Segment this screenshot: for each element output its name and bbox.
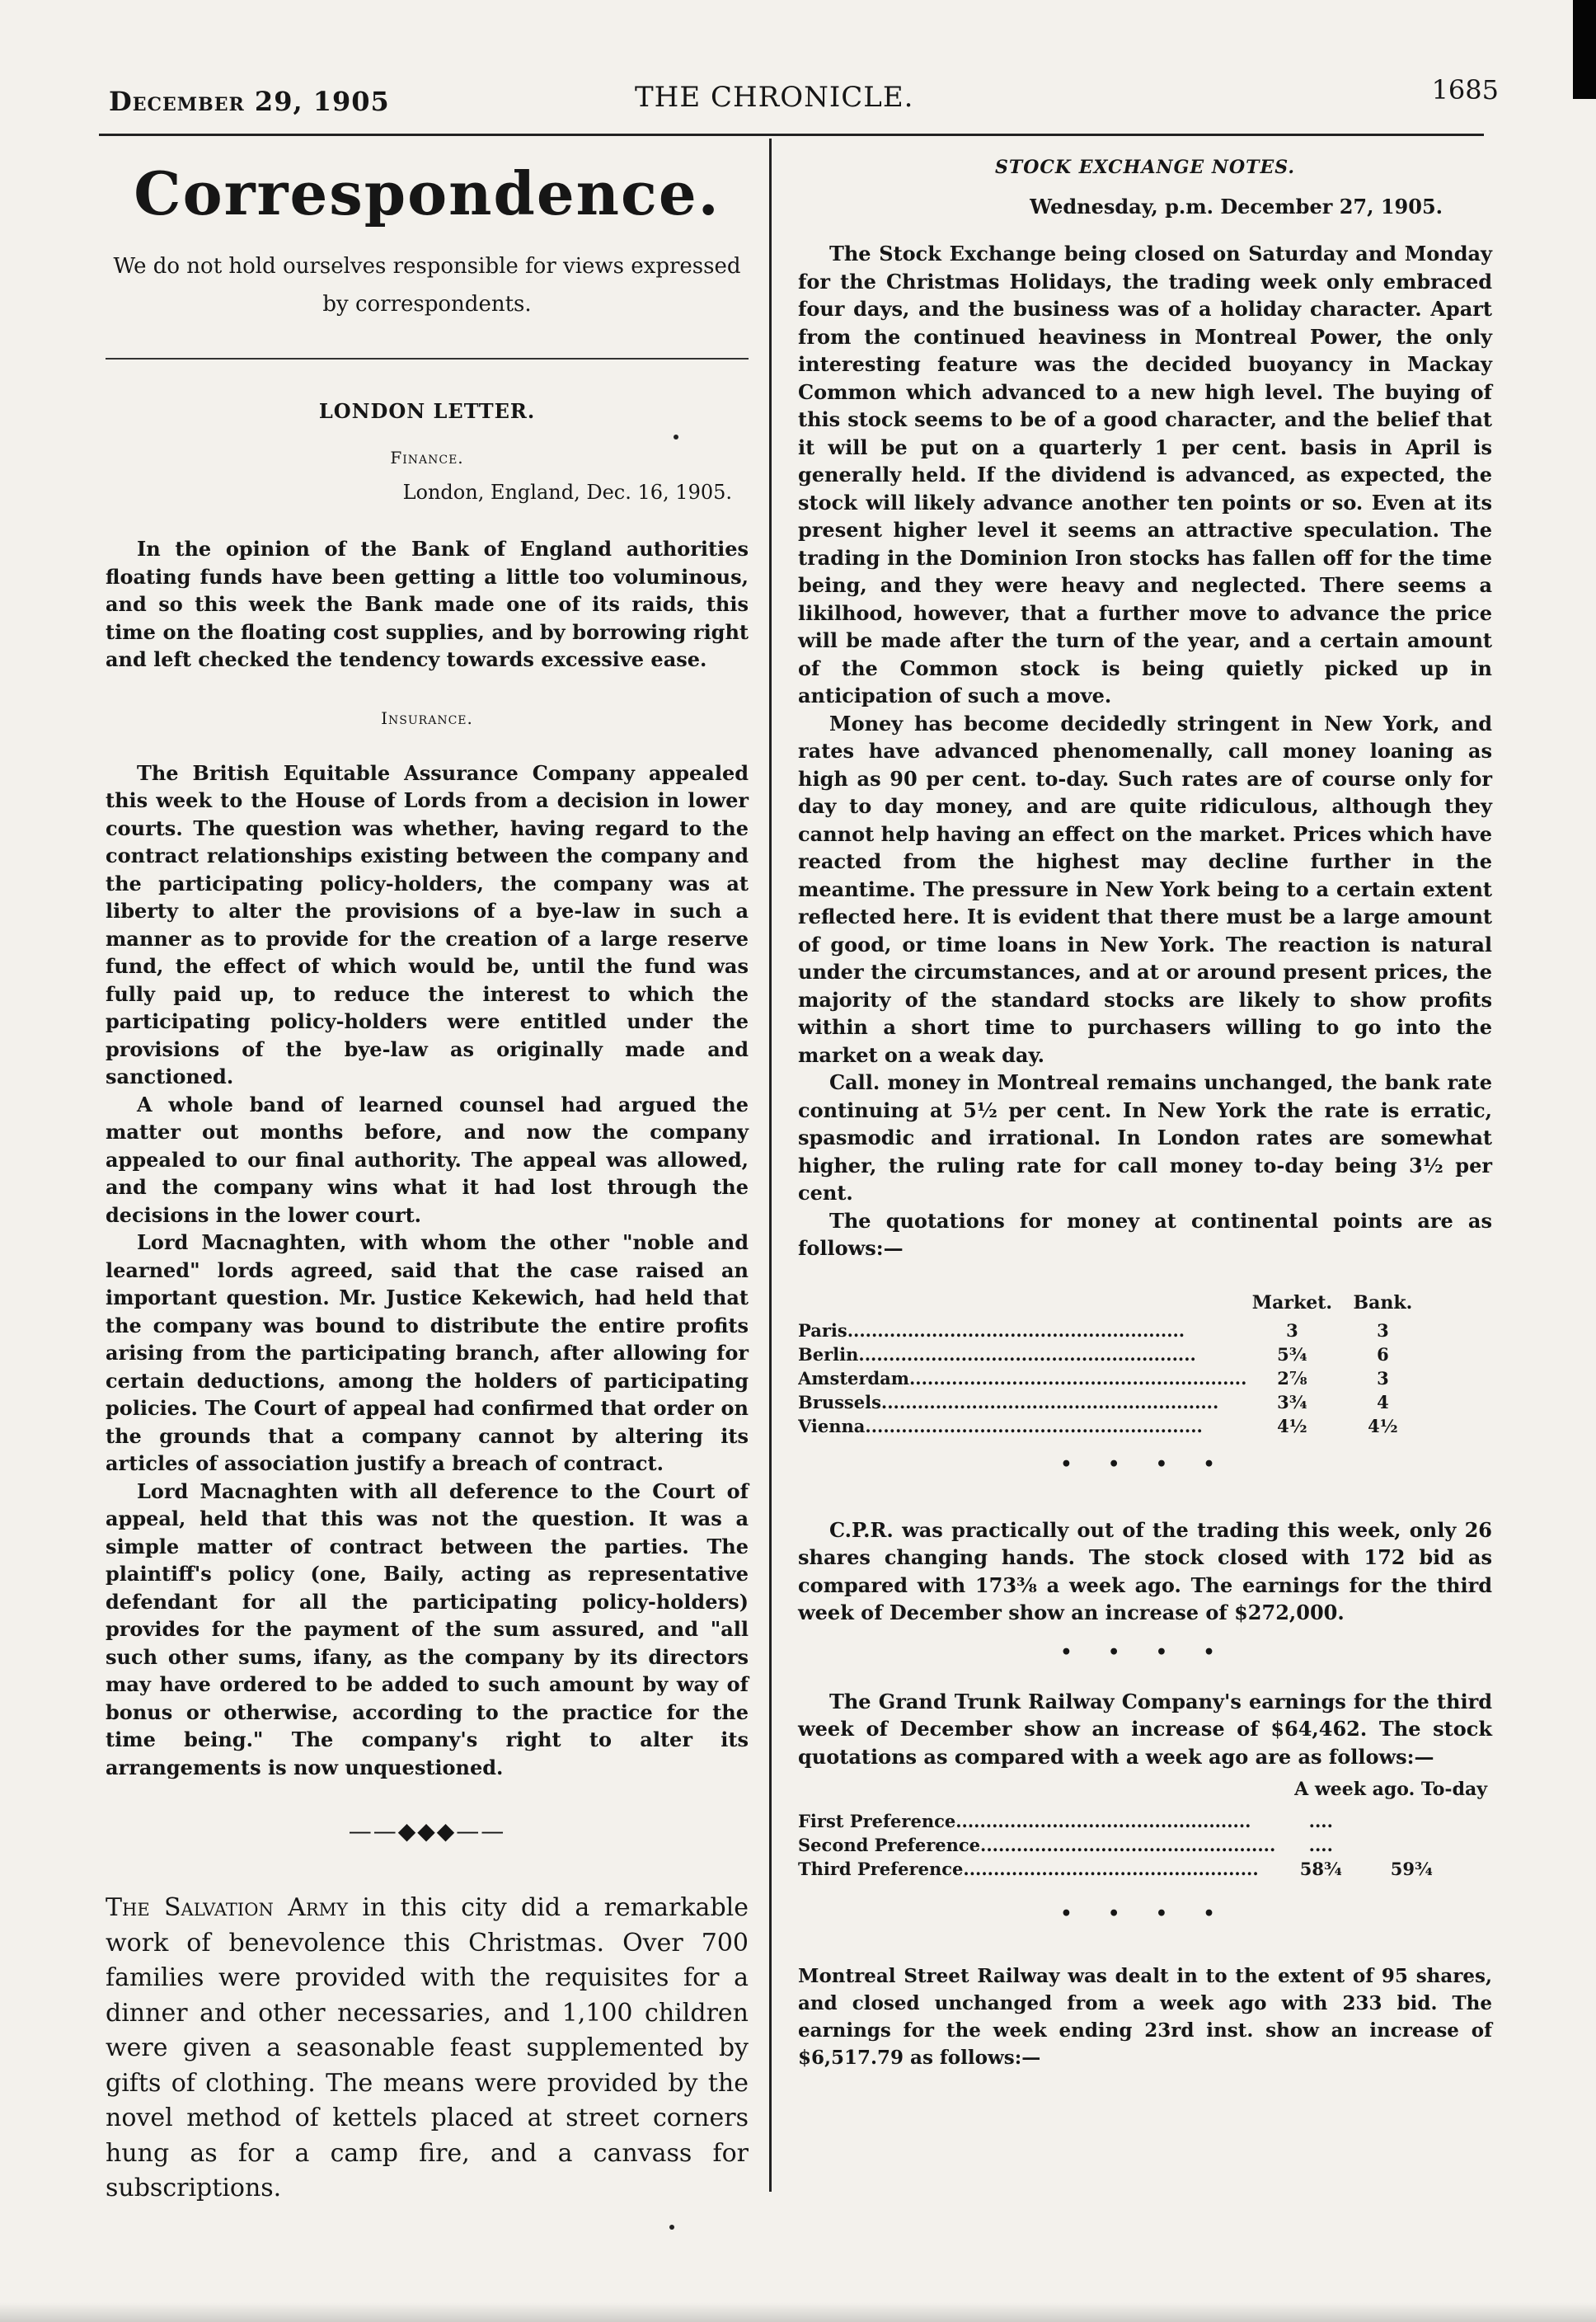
disclaimer: [112, 247, 742, 323]
london-letter-title: LONDON LETTER.: [318, 399, 536, 423]
table-row: [798, 1391, 1428, 1415]
correspondence-heading: Correspondence.: [134, 158, 721, 228]
money-quotes-table: [798, 1292, 1428, 1439]
today-value: 59¾: [1390, 1859, 1433, 1879]
preference-label: First Preference: [798, 1811, 956, 1831]
print-speck: [669, 2225, 674, 2230]
bank-rate: 4: [1377, 1391, 1389, 1412]
cpr-paragraph: C.P.R. was practically out of the trading this week, only 26 shares changing hands. The stock closed with 172 bid as compared with 173⅜ a week ago. The earnings for the third week of December show an increase of $272,000.: [798, 1517, 1492, 1624]
table-row: [798, 1834, 1457, 1858]
cpr-section: [798, 1516, 1492, 1627]
leader-dots: ........................................................: [865, 1415, 1203, 1436]
section-separator: [106, 358, 749, 360]
insurance-paragraph: Lord Macnaghten with all deference to the Court of appeal, held that this was not the question. It was a simple matter of contract between the parties. The plaintiff's policy (one, Baily, acting as representative defendant for all the participating policy-holders) provides for the payment of the sum assured, and "all such other sums, ifany, as the company by its directors may have ordered to be added to such amount by way of bonus or otherwise, according to the practice for the time being." The company's right to alter its arrangements is now unquestioned.: [106, 1478, 749, 1779]
market-rate: 2⅞: [1277, 1367, 1307, 1389]
header-date: December 29, 1905: [109, 86, 390, 117]
left-column: [106, 157, 749, 2207]
table-header-row: [798, 1292, 1428, 1319]
table-row: [798, 1810, 1457, 1834]
leader-dots: .................................................: [980, 1835, 1276, 1855]
finance-label: Finance.: [390, 448, 464, 468]
leader-dots: ........................................................: [880, 1391, 1219, 1412]
grand-trunk-paragraph: The Grand Trunk Railway Company's earnings for the third week of December show an increase of $64,462. The stock quotations as compared with a week ago are as follows:—: [798, 1689, 1492, 1769]
table-row: [798, 1858, 1457, 1882]
finance-section: [106, 535, 749, 674]
letter-dateline: London, England, Dec. 16, 1905.: [402, 481, 732, 504]
column-divider: [769, 139, 772, 2192]
salvation-army-paragraph: [106, 1891, 749, 2207]
city-column-header: [798, 1292, 1246, 1319]
right-column: [798, 139, 1492, 2071]
disclaimer-line-1: We do not hold ourselves responsible for views expressed: [113, 254, 741, 279]
table-row: [798, 1415, 1428, 1439]
week-ago-value: 58¾: [1299, 1859, 1342, 1879]
scan-shadow: [0, 2302, 1596, 2322]
week-ago-value: ....: [1308, 1811, 1333, 1831]
table-row: [798, 1343, 1428, 1367]
dot-separator: • • • •: [1060, 1453, 1230, 1475]
bank-rate: 4½: [1368, 1415, 1398, 1436]
market-rate: 5¾: [1277, 1343, 1307, 1365]
market-rate: 3¾: [1277, 1391, 1307, 1412]
header-title: THE CHRONICLE.: [635, 81, 914, 114]
header-page-number: 1685: [1431, 74, 1499, 106]
insurance-paragraph: Lord Macnaghten, with whom the other "noble and learned" lords agreed, said that the case raised an important question. Mr. Justice Kekewich, had held that the company was bound to distribute the entire profits arising from the participating branch, after allowing for certain deductions, among the holders of participating policies. The Court of appeal had confirmed that order on the grounds that a company cannot by altering its articles of association justify a breach of contract.: [106, 1230, 749, 1475]
today-value: [1366, 1834, 1457, 1858]
city-name: Vienna: [798, 1415, 866, 1436]
scan-edge: [1573, 0, 1596, 99]
stock-exchange-body: [798, 240, 1492, 1262]
bank-rate: 3: [1377, 1367, 1389, 1389]
insurance-section: [106, 759, 749, 1782]
finance-paragraph: In the opinion of the Bank of England authorities floating funds have been getting a little too voluminous, and so this week the Bank made one of its raids, this time on the floating cost supplies, and by borrowing right and left checked the tendency towards excessive ease.: [106, 537, 749, 671]
page-header: [99, 73, 1500, 122]
ornament-divider: ——◆◆◆——: [348, 1817, 506, 1845]
week-ago-value: ....: [1308, 1835, 1333, 1855]
stock-exchange-title: STOCK EXCHANGE NOTES.: [994, 157, 1296, 178]
leader-dots: .................................................: [963, 1859, 1259, 1879]
table-row: [798, 1319, 1428, 1343]
header-rule: [99, 134, 1484, 136]
leader-dots: ........................................................: [847, 1319, 1185, 1341]
today-value: [1366, 1810, 1457, 1834]
preference-table: [798, 1810, 1457, 1882]
dot-separator: • • • •: [1060, 1903, 1230, 1925]
leader-dots: .................................................: [955, 1811, 1251, 1831]
insurance-paragraph: The British Equitable Assurance Company appealed this week to the House of Lords from a decision in lower courts. The question was whether, having regard to the contract relationships existing between the company and the participating policy-holders, the company was at liberty to alter the provisions of a bye-law in such a manner as to provide for the creation of a large reserve fund, the effect of which would be, until the fund was fully paid up, to reduce the interest to which the participating policy-holders were entitled under the provisions of the bye-law as originally made and sanctioned.: [106, 760, 749, 1088]
preference-headers: A week ago. To-day: [1294, 1779, 1487, 1800]
leader-dots: ........................................................: [908, 1367, 1247, 1389]
table-row: [798, 1367, 1428, 1391]
print-speck: [674, 435, 678, 439]
stock-paragraph: Call. money in Montreal remains unchanged, the bank rate continuing at 5½ per cent. In New York the rate is erratic, spasmodic and irrational. In London rates are somewhat higher, the ruling rate for call money to-day being 3½ per cent.: [798, 1070, 1492, 1205]
disclaimer-line-2: by correspondents.: [322, 292, 532, 317]
market-rate: 3: [1286, 1319, 1298, 1341]
leader-dots: ........................................................: [858, 1343, 1196, 1365]
insurance-label: Insurance.: [381, 707, 473, 728]
stock-paragraph: Money has become decidedly stringent in New York, and rates have advanced phenomenally, call money loaning as high as 90 per cent. to-day. Such rates are of course only for day to day money, and are quite ridiculous, although they cannot help having an effect on the market. Prices which have reacted from the highest may decline further in the meantime. The pressure in New York being to a certain extent reflected here. It is evident that there must be a large amount of good, or time loans in New York. The reaction is natural under the circumstances, and at or around present prices, the majority of the standard stocks are likely to show profits within a short time to purchasers willing to go into the market on a weak day.: [798, 711, 1492, 1067]
preference-label: Second Preference: [798, 1835, 981, 1855]
stock-exchange-date: Wednesday, p.m. December 27, 1905.: [1030, 195, 1443, 219]
market-rate: 4½: [1277, 1415, 1307, 1436]
insurance-paragraph: A whole band of learned counsel had argued the matter out months before, and now the company appealed to our final authority. The appeal was allowed, and the company wins what it had lost through the decisions in the lower court.: [106, 1092, 749, 1227]
preference-label: Third Preference: [798, 1859, 964, 1879]
market-column-header: Market.: [1251, 1291, 1333, 1314]
salvation-army-lead: The Salvation Army: [106, 1893, 348, 1922]
stock-paragraph: The quotations for money at continental points are as follows:—: [798, 1208, 1492, 1260]
bank-rate: 3: [1377, 1319, 1389, 1341]
montreal-railway-paragraph: Montreal Street Railway was dealt in to the extent of 95 shares, and closed unchanged from a week ago with 233 bid. The earnings for the week ending 23rd inst. show an increase of $6,517.79 as follows:—: [798, 1965, 1492, 2069]
city-name: Brussels: [798, 1391, 881, 1412]
bank-column-header: Bank.: [1353, 1291, 1413, 1314]
grand-trunk-section: [798, 1688, 1492, 1771]
stock-paragraph: The Stock Exchange being closed on Saturday and Monday for the Christmas Holidays, the trading week only embraced four days, and the business was of a holiday character. Apart from the continued heaviness in Montreal Power, the only interesting feature was the decided buoyancy in Mackay Common which advanced to a new high level. The buying of this stock seems to be of a good character, and the belief that it will be put on a quarterly 1 per cent. basis in April is generally held. If the dividend is advanced, as expected, the stock will likely advance another ten points or so. Even at its present higher level it seems an attractive speculation. The trading in the Dominion Iron stocks has fallen off for the time being, and they were heavy and neglected. There seems a likilhood, however, that a further move to advance the price will be made after the turn of the year, and a certain amount of the Common stock is being quietly picked up in anticipation of such a move.: [798, 242, 1492, 707]
bank-rate: 6: [1377, 1343, 1389, 1365]
city-name: Paris: [798, 1319, 847, 1341]
dot-separator: • • • •: [1060, 1641, 1230, 1663]
city-name: Amsterdam: [798, 1367, 909, 1389]
salvation-army-text: in this city did a remarkable work of benevolence this Christmas. Over 700 families were provided with the requisites for a dinner and other necessaries, and 1,100 children were given a seasonable feast supplemented by gifts of clothing. The means were provided by the novel method of kettels placed at street corners hung as for a camp fire, and a canvass for subscriptions.: [106, 1893, 749, 2202]
city-name: Berlin: [798, 1343, 859, 1365]
